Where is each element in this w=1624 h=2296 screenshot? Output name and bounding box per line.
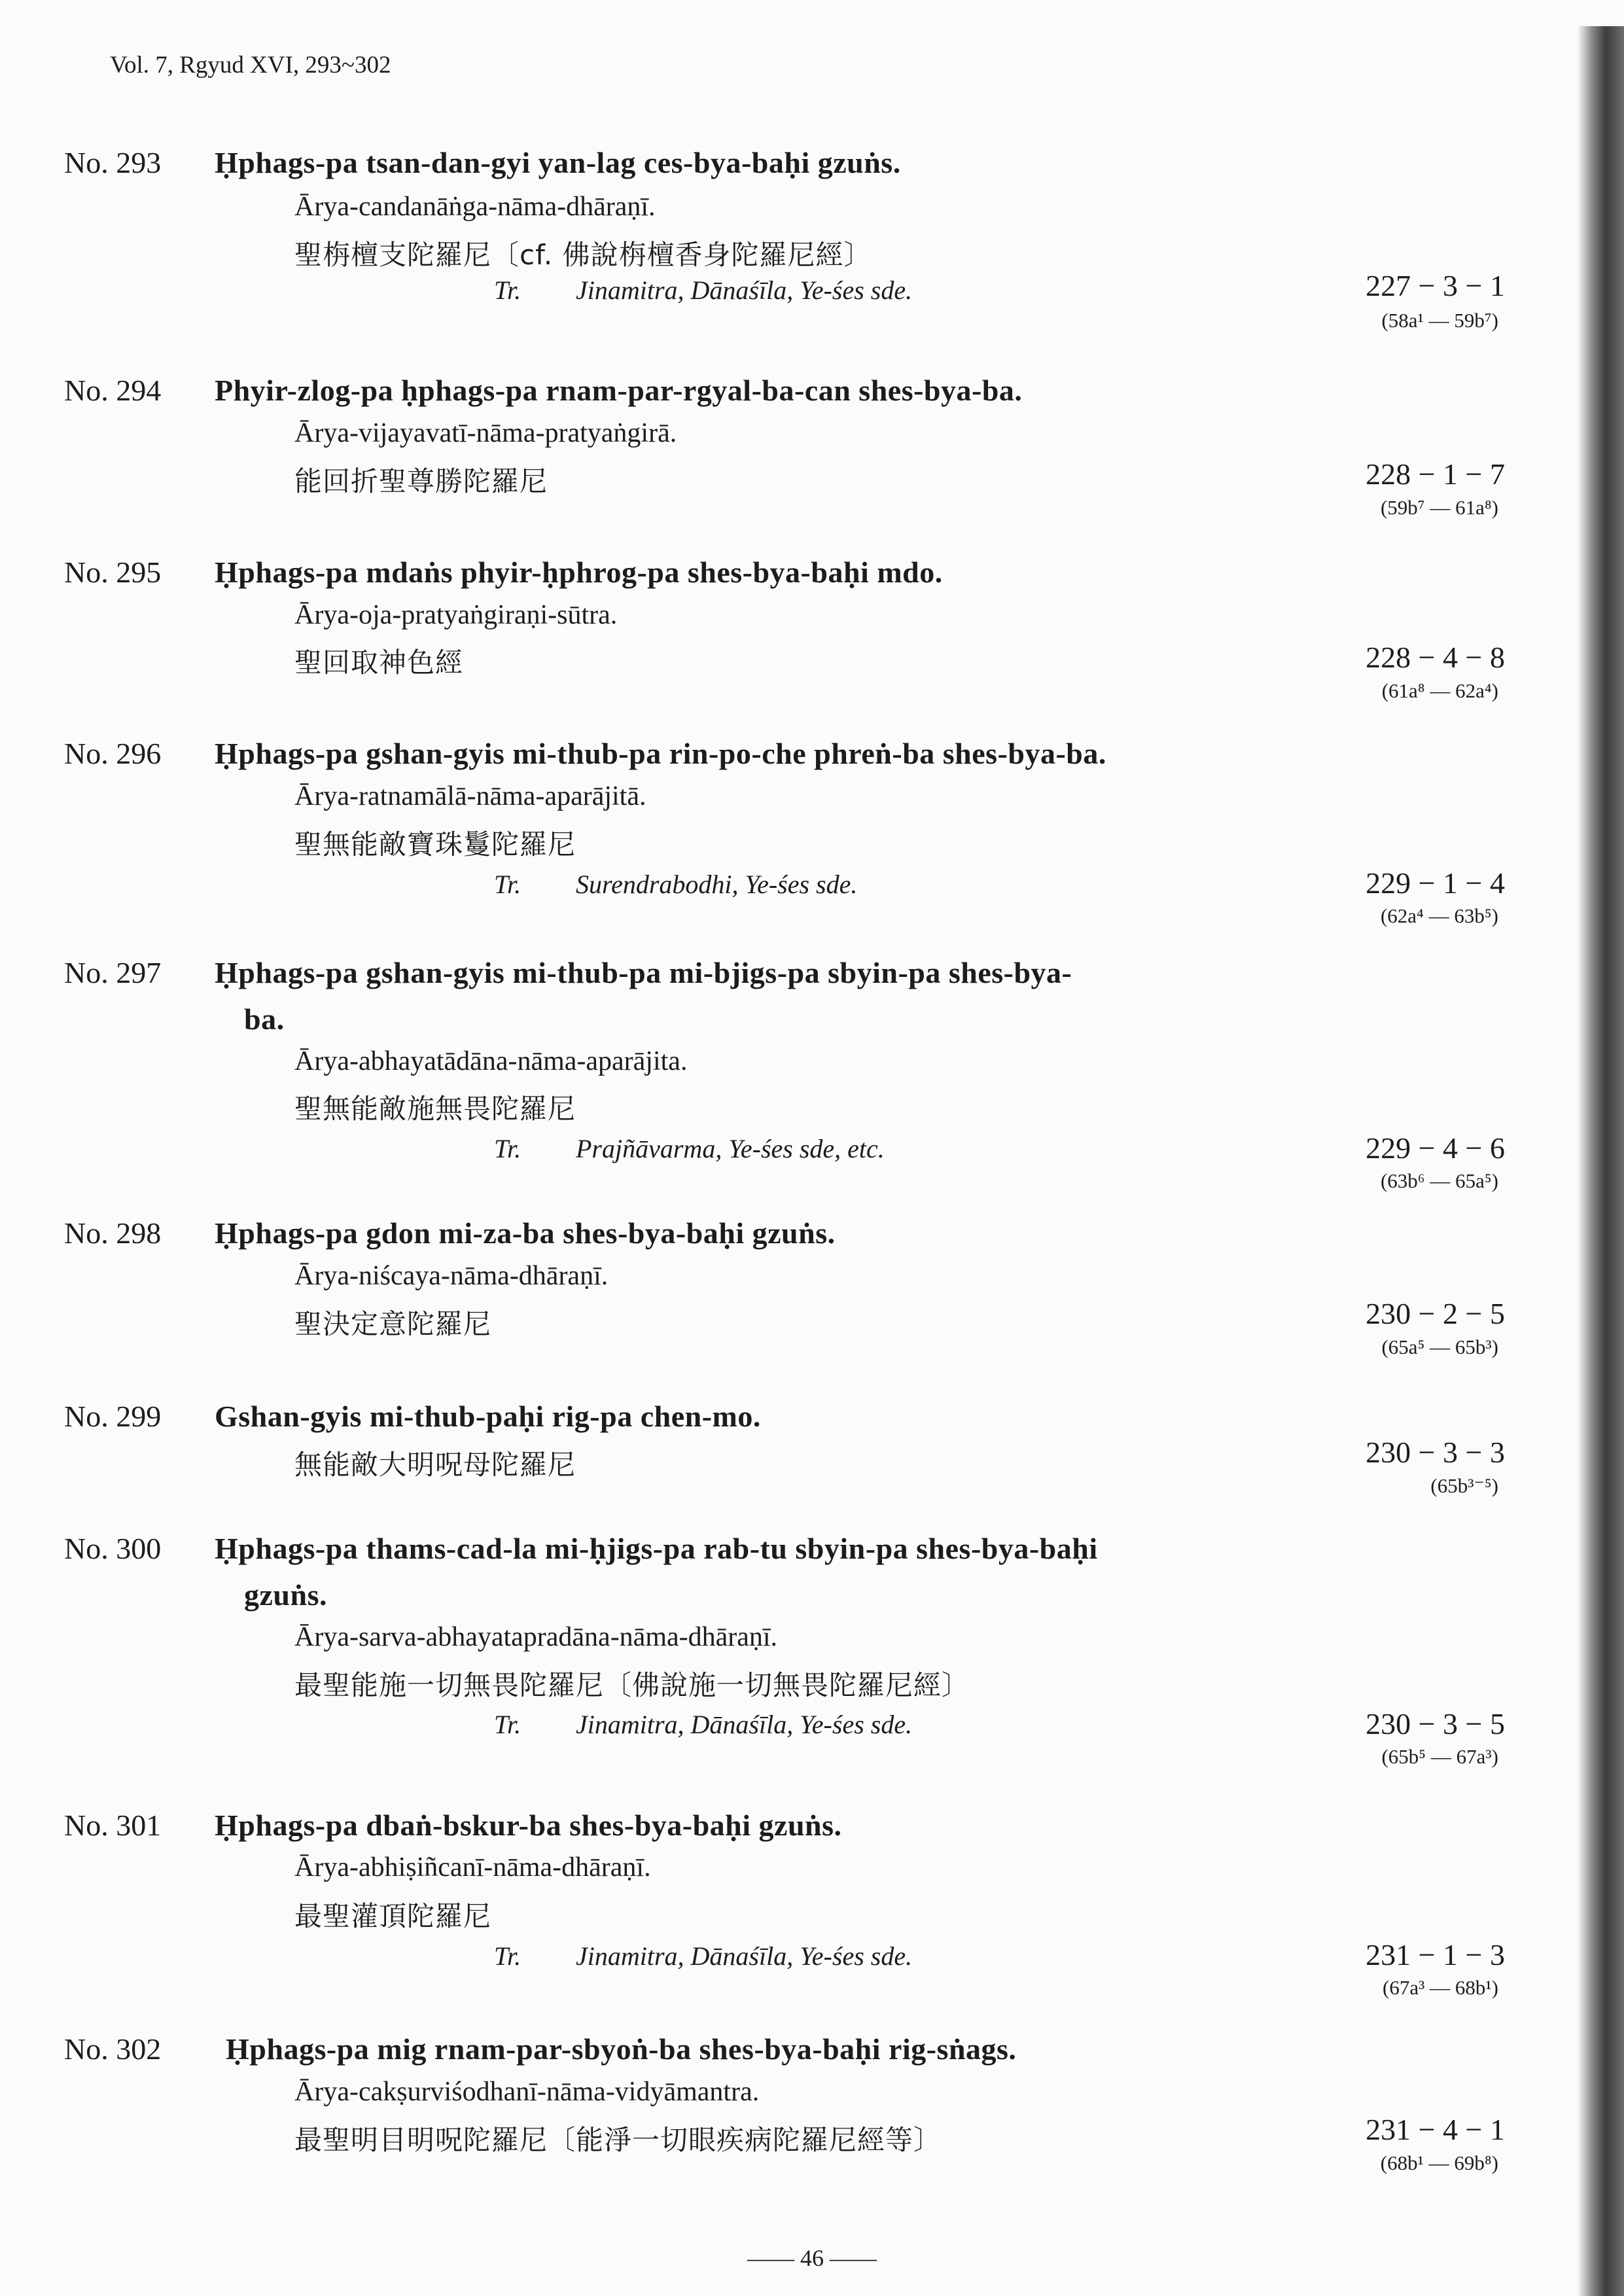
translator-label: Tr. [494, 1134, 521, 1163]
entry-number: No. 293 [64, 146, 162, 179]
tibetan-title: Ḥphags-pa mdaṅs phyir-ḥphrog-pa shes-bya-baḥi mdo. [215, 556, 943, 589]
entry-number: No. 298 [64, 1216, 162, 1250]
translator-names: Jinamitra, Dānaśīla, Ye-śes sde. [576, 275, 913, 305]
entry-number: No. 295 [64, 556, 162, 589]
folio-range: (65b⁵ — 67a³) [1381, 1745, 1498, 1768]
chinese-title: 無能敵大明呪母陀羅尼 [294, 1449, 576, 1481]
sanskrit-title: Ārya-cakṣurviśodhanī-nāma-vidyāmantra. [294, 2077, 760, 2107]
folio-range: (67a³ — 68b¹) [1383, 1976, 1498, 1999]
sanskrit-title: Ārya-vijayavatī-nāma-pratyaṅgirā. [294, 418, 677, 448]
translator-names: Jinamitra, Dānaśīla, Ye-śes sde. [576, 1941, 913, 1971]
chinese-title: 聖回取神色經 [294, 646, 464, 679]
sanskrit-title: Ārya-abhiṣiñcanī-nāma-dhāraṇī. [294, 1852, 651, 1882]
sanskrit-title: Ārya-ratnamālā-nāma-aparājitā. [294, 781, 646, 811]
volume-reference: 227 − 3 − 1 [1366, 269, 1505, 302]
folio-range: (65a⁵ — 65b³) [1381, 1335, 1498, 1358]
chinese-title: 聖無能敵寶珠鬘陀羅尼 [294, 828, 576, 860]
page-number: —— 46 —— [747, 2245, 877, 2271]
chinese-title: 聖無能敵施無畏陀羅尼 [294, 1093, 576, 1125]
volume-reference: 231 − 4 − 1 [1366, 2113, 1505, 2146]
translator-label: Tr. [494, 275, 521, 305]
translator-label: Tr. [494, 1941, 521, 1971]
sanskrit-title: Ārya-niścaya-nāma-dhāraṇī. [294, 1261, 609, 1291]
sanskrit-title: Ārya-sarva-abhayatapradāna-nāma-dhāraṇī. [294, 1622, 778, 1652]
entry-number: No. 296 [64, 737, 162, 770]
volume-reference: 231 − 1 − 3 [1366, 1938, 1505, 1971]
translator-names: Jinamitra, Dānaśīla, Ye-śes sde. [576, 1710, 913, 1739]
entry-number: No. 297 [64, 956, 162, 989]
chinese-title: 最聖灌頂陀羅尼 [294, 1900, 492, 1932]
folio-range: (62a⁴ — 63b⁵) [1380, 904, 1498, 927]
tibetan-title: Ḥphags-pa tsan-dan-gyi yan-lag ces-bya-baḥi gzuṅs. [215, 146, 901, 179]
folio-range: (59b⁷ — 61a⁸) [1380, 496, 1498, 519]
tibetan-title: Ḥphags-pa dbaṅ-bskur-ba shes-bya-baḥi gzuṅs. [215, 1809, 842, 1842]
tibetan-title: Ḥphags-pa gdon mi-za-ba shes-bya-baḥi gzuṅs. [215, 1216, 836, 1250]
tibetan-title-line2: ba. [244, 1002, 285, 1036]
chinese-title: 最聖明目明呪陀羅尼〔能淨一切眼疾病陀羅尼經等〕 [294, 2124, 942, 2156]
translator-label: Tr. [494, 1710, 521, 1739]
chinese-title: 聖栴檀支陀羅尼〔cf. 佛說栴檀香身陀羅尼經〕 [294, 239, 872, 271]
tibetan-title-line1: Ḥphags-pa thams-cad-la mi-ḥjigs-pa rab-tu sbyin-pa shes-bya-baḥi [215, 1532, 1098, 1565]
chinese-title: 最聖能施一切無畏陀羅尼〔佛說施一切無畏陀羅尼經〕 [294, 1669, 970, 1701]
sanskrit-title: Ārya-abhayatādāna-nāma-aparājita. [294, 1046, 688, 1076]
folio-range: (63b⁶ — 65a⁵) [1380, 1169, 1498, 1192]
folio-range: (58a¹ — 59b⁷) [1381, 309, 1498, 332]
scan-edge-shadow [1578, 26, 1624, 2296]
sanskrit-title: Ārya-oja-pratyaṅgiraṇi-sūtra. [294, 600, 618, 630]
tibetan-title [215, 955, 1301, 1036]
entry-number: No. 294 [64, 374, 162, 407]
translator-names: Prajñāvarma, Ye-śes sde, etc. [576, 1134, 885, 1163]
translator-names: Surendrabodhi, Ye-śes sde. [576, 870, 858, 899]
volume-reference: 228 − 1 − 7 [1366, 457, 1505, 491]
translator-label: Tr. [494, 870, 521, 899]
folio-range: (65b³⁻⁵) [1430, 1474, 1498, 1497]
entry-number: No. 299 [64, 1400, 162, 1433]
volume-reference: 228 − 4 − 8 [1366, 641, 1505, 674]
tibetan-title-line1: Ḥphags-pa gshan-gyis mi-thub-pa mi-bjigs-pa sbyin-pa shes-bya- [215, 956, 1072, 989]
tibetan-title: Gshan-gyis mi-thub-paḥi rig-pa chen-mo. [215, 1400, 761, 1433]
volume-reference: 230 − 2 − 5 [1366, 1297, 1505, 1330]
chinese-title: 能回折聖尊勝陀羅尼 [294, 465, 548, 497]
volume-reference: 230 − 3 − 5 [1366, 1707, 1505, 1740]
folio-range: (61a⁸ — 62a⁴) [1381, 679, 1498, 702]
entry-number: No. 300 [64, 1532, 162, 1565]
volume-reference: 229 − 1 − 4 [1366, 866, 1505, 900]
tibetan-title: Ḥphags-pa gshan-gyis mi-thub-pa rin-po-che phreṅ-ba shes-bya-ba. [215, 737, 1106, 770]
tibetan-title: Ḥphags-pa mig rnam-par-sbyoṅ-ba shes-bya-baḥi rig-sṅags. [226, 2032, 1017, 2066]
chinese-title: 聖決定意陀羅尼 [294, 1308, 492, 1340]
folio-range: (68b¹ — 69b⁸) [1380, 2151, 1498, 2174]
entry-number: No. 302 [64, 2032, 162, 2066]
running-header: Vol. 7, Rgyud XVI, 293~302 [110, 52, 391, 79]
entry-number: No. 301 [64, 1809, 162, 1842]
sanskrit-title: Ārya-candanāṅga-nāma-dhāraṇī. [294, 192, 656, 222]
volume-reference: 229 − 4 − 6 [1366, 1131, 1505, 1165]
tibetan-title-line2: gzuṅs. [244, 1578, 327, 1612]
volume-reference: 230 − 3 − 3 [1366, 1436, 1505, 1469]
tibetan-title [215, 1531, 1301, 1612]
tibetan-title: Phyir-zlog-pa ḥphags-pa rnam-par-rgyal-ba-can shes-bya-ba. [215, 374, 1023, 407]
